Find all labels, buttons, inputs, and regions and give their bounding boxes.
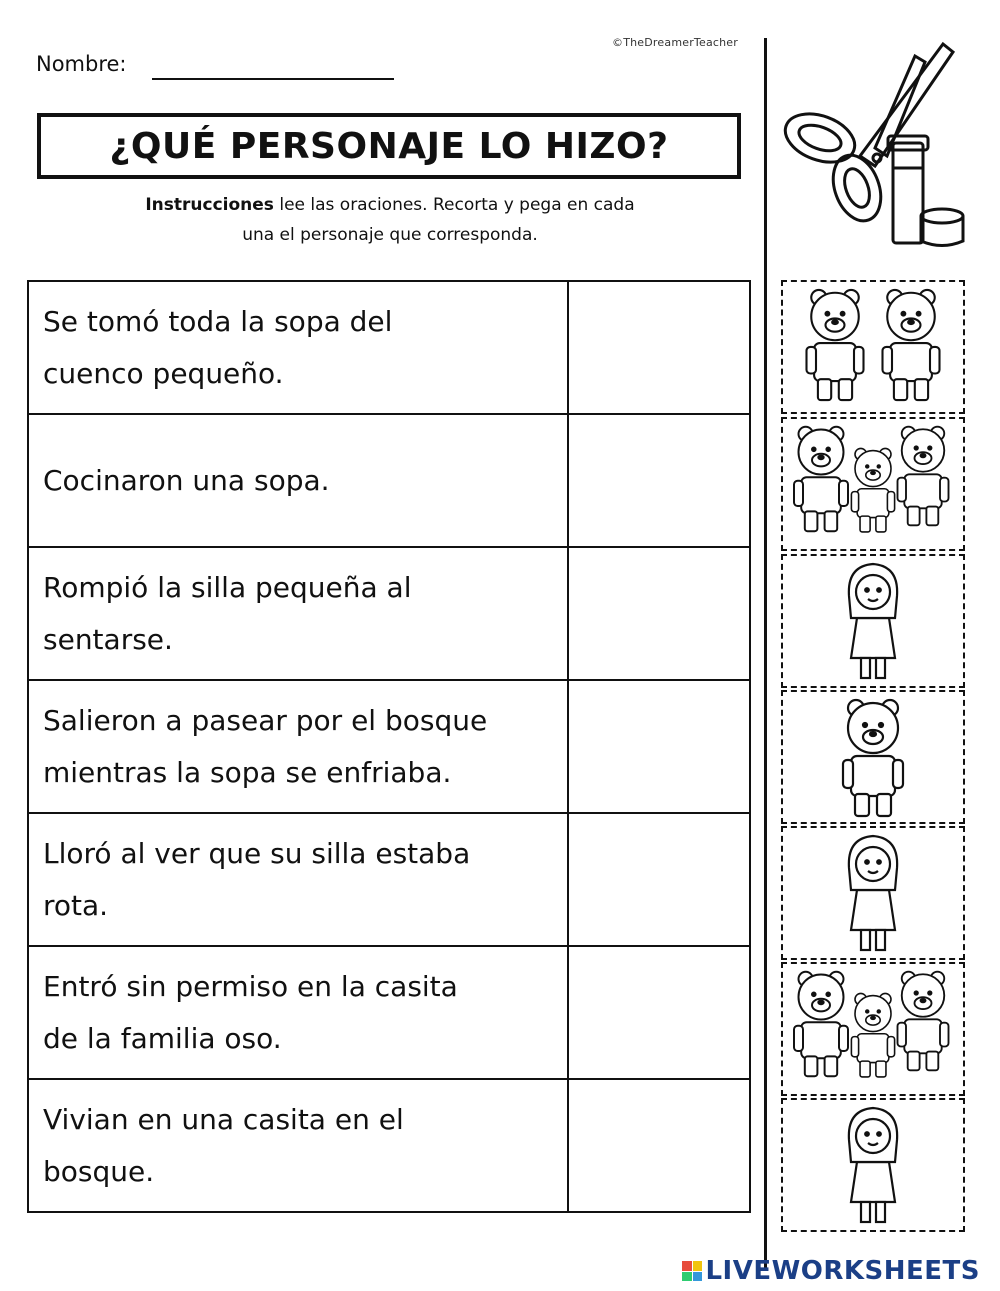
sentence-cell: Rompió la silla pequeña al sentarse. <box>28 547 568 680</box>
goldilocks-cutout[interactable] <box>781 826 965 960</box>
paste-drop-zone[interactable] <box>568 281 750 414</box>
baby-bear-icon <box>783 692 963 822</box>
glue-pot-icon <box>921 209 963 223</box>
goldilocks-cutout[interactable] <box>781 1098 965 1232</box>
instructions-line-2: una el personaje que corresponda. <box>242 225 538 245</box>
goldilocks-icon <box>783 828 963 958</box>
table-row <box>28 281 750 414</box>
paste-drop-zone[interactable] <box>568 547 750 680</box>
paste-drop-zone[interactable] <box>568 680 750 813</box>
sentence-cell: Cocinaron una sopa. <box>28 414 568 547</box>
instructions-line-1: lee las oraciones. Recorta y pega en cada <box>273 195 635 215</box>
sentence-cell: Lloró al ver que su silla estaba rota. <box>28 813 568 946</box>
sentence-cell: Vivian en una casita en el bosque. <box>28 1079 568 1212</box>
goldilocks-cutout[interactable] <box>781 554 965 688</box>
sentence-cell: Entró sin permiso en la casita de la familia oso. <box>28 946 568 1079</box>
copyright-text: ©TheDreamerTeacher <box>612 36 738 49</box>
name-label: Nombre: <box>36 52 127 76</box>
table-row <box>28 813 750 946</box>
sentence-cell: Se tomó toda la sopa del cuenco pequeño. <box>28 281 568 414</box>
goldilocks-icon <box>783 1100 963 1230</box>
goldilocks-icon <box>783 556 963 686</box>
liveworksheets-logo-icon <box>682 1261 702 1281</box>
paste-drop-zone[interactable] <box>568 946 750 1079</box>
table-row <box>28 547 750 680</box>
liveworksheets-text: LIVEWORKSHEETS <box>705 1256 980 1286</box>
table-row <box>28 414 750 547</box>
three-bears-icon <box>783 419 963 549</box>
two-bears-cutout[interactable] <box>781 280 965 414</box>
glue-stick-icon <box>893 143 923 243</box>
paste-drop-zone[interactable] <box>568 1079 750 1212</box>
scissors-glue-icon <box>775 38 970 253</box>
sentence-cell: Salieron a pasear por el bosque mientras la sopa se enfriaba. <box>28 680 568 813</box>
cut-divider-line <box>764 38 767 1270</box>
instructions <box>40 190 740 250</box>
table-row <box>28 1079 750 1212</box>
two-bears-icon <box>783 282 963 412</box>
three-bears-cutout[interactable] <box>781 962 965 1096</box>
three-bears-cutout[interactable] <box>781 417 965 551</box>
baby-bear-cutout[interactable] <box>781 690 965 824</box>
instructions-label: Instrucciones <box>145 195 274 215</box>
paste-drop-zone[interactable] <box>568 414 750 547</box>
table-row <box>28 946 750 1079</box>
sentence-table <box>27 280 751 1213</box>
paste-drop-zone[interactable] <box>568 813 750 946</box>
name-input-line[interactable] <box>152 78 394 80</box>
liveworksheets-branding <box>682 1256 980 1286</box>
table-row <box>28 680 750 813</box>
page-title: ¿QUÉ PERSONAJE LO HIZO? <box>37 113 741 179</box>
three-bears-icon <box>783 964 963 1094</box>
